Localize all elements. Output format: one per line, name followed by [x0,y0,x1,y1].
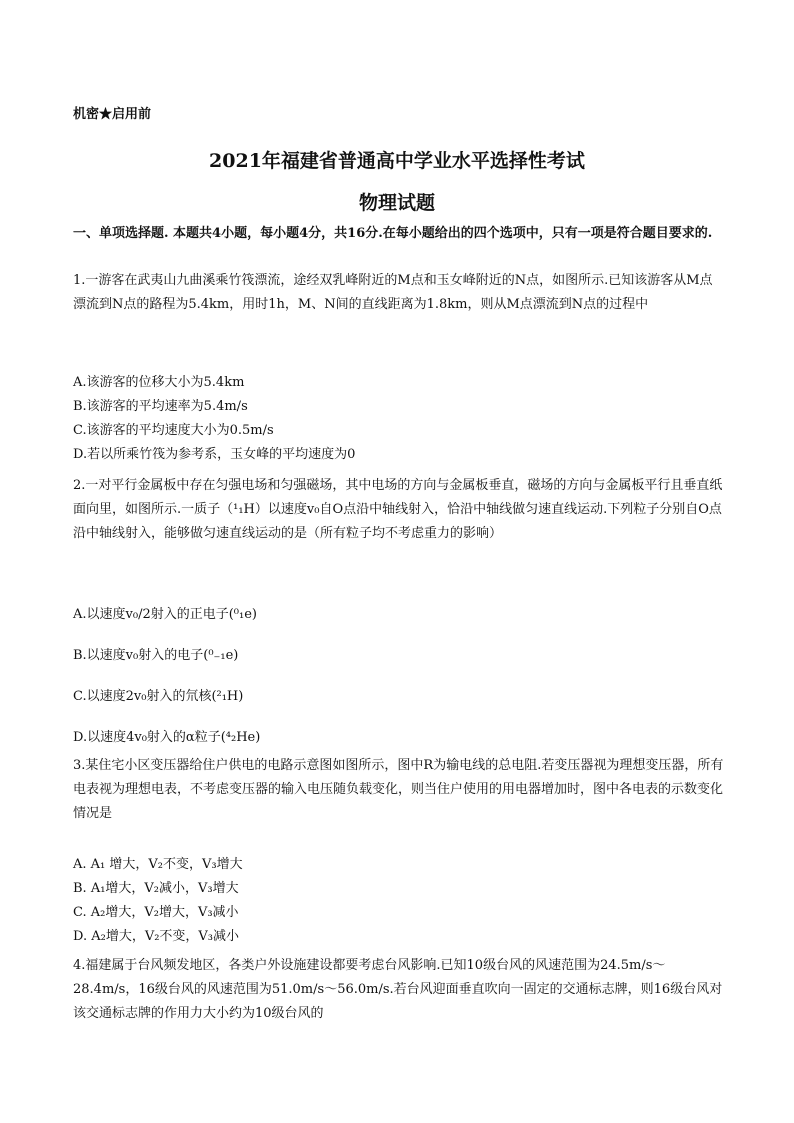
q2-option-c: C.以速度2v₀射入的氘核(²₁H) [73,688,244,704]
q1-option-c: C.该游客的平均速度大小为0.5m/s [73,423,274,438]
q3-option-a: A. A₁ 增大，V₂不变，V₃增大 [73,857,243,872]
question-3-stem: 3.某住宅小区变压器给住户供电的电路示意图如图所示，图中R为输电线的总电阻.若变压器视为理想变压器，所有电表视为理想电表，不考虑变压器的输入电压随负载变化，则当住户使用的用电器增加时，图中各电表的示数变化情况是 [73,758,724,821]
q2-option-a: A.以速度v₀/2射入的正电子(⁰₁e) [73,606,257,622]
q2-option-d: D.以速度4v₀射入的α粒子(⁴₂He) [73,729,261,745]
exam-subtitle: 物理试题 [358,192,435,214]
question-1-options [73,374,723,470]
section-heading: 一、单项选择题. 本题共4小题，每小题4分，共16分.在每小题给出的四个选项中，只有一项是符合题目要求的. [73,226,713,241]
question-2-stem: 2.一对平行金属板中存在匀强电场和匀强磁场，其中电场的方向与金属板垂直，磁场的方向与金属板平行且垂直纸面向里，如图所示.一质子（¹₁H）以速度v₀自O点沿中轴线射入，恰沿中轴线做匀速直线运动.下列粒子分别自O点沿中轴线射入，能够做匀速直线运动的是（所有粒子均不考虑重力的影响） [73,478,723,541]
question-1-stem: 1.一游客在武夷山九曲溪乘竹筏漂流，途经双乳峰附近的M点和玉女峰附近的N点，如图所示.已知该游客从M点漂流到N点的路程为5.4km，用时1h，M、N间的直线距离为1.8km，则从M点漂流到N点的过程中 [73,273,713,312]
exam-title: 2021年福建省普通高中学业水平选择性考试 [209,150,585,172]
q2-option-b: B.以速度v₀射入的电子(⁰₋₁e) [73,647,239,663]
question-3-options [73,856,723,952]
q3-option-d: D. A₂增大，V₂不变，V₃减小 [73,929,240,944]
q3-option-c: C. A₂增大，V₂增大，V₃减小 [73,905,239,920]
q1-option-b: B.该游客的平均速率为5.4m/s [73,399,248,414]
question-4-stem: 4.福建属于台风频发地区，各类户外设施建设都要考虑台风影响.已知10级台风的风速范围为24.5m/s～28.4m/s，16级台风的风速范围为51.0m/s～56.0m/s.若台风迎面垂直吹向一固定的交通标志牌，则16级台风对该交通标志牌的作用力大小约为10级台风的 [73,958,723,1021]
q1-option-a: A.该游客的位移大小为5.4km [73,375,245,390]
q3-option-b: B. A₁增大，V₂减小，V₃增大 [73,881,239,896]
confidential-label: 机密★启用前 [73,107,152,122]
q1-option-d: D.若以所乘竹筏为参考系，玉女峰的平均速度为0 [73,447,356,462]
question-2-options [73,594,723,758]
